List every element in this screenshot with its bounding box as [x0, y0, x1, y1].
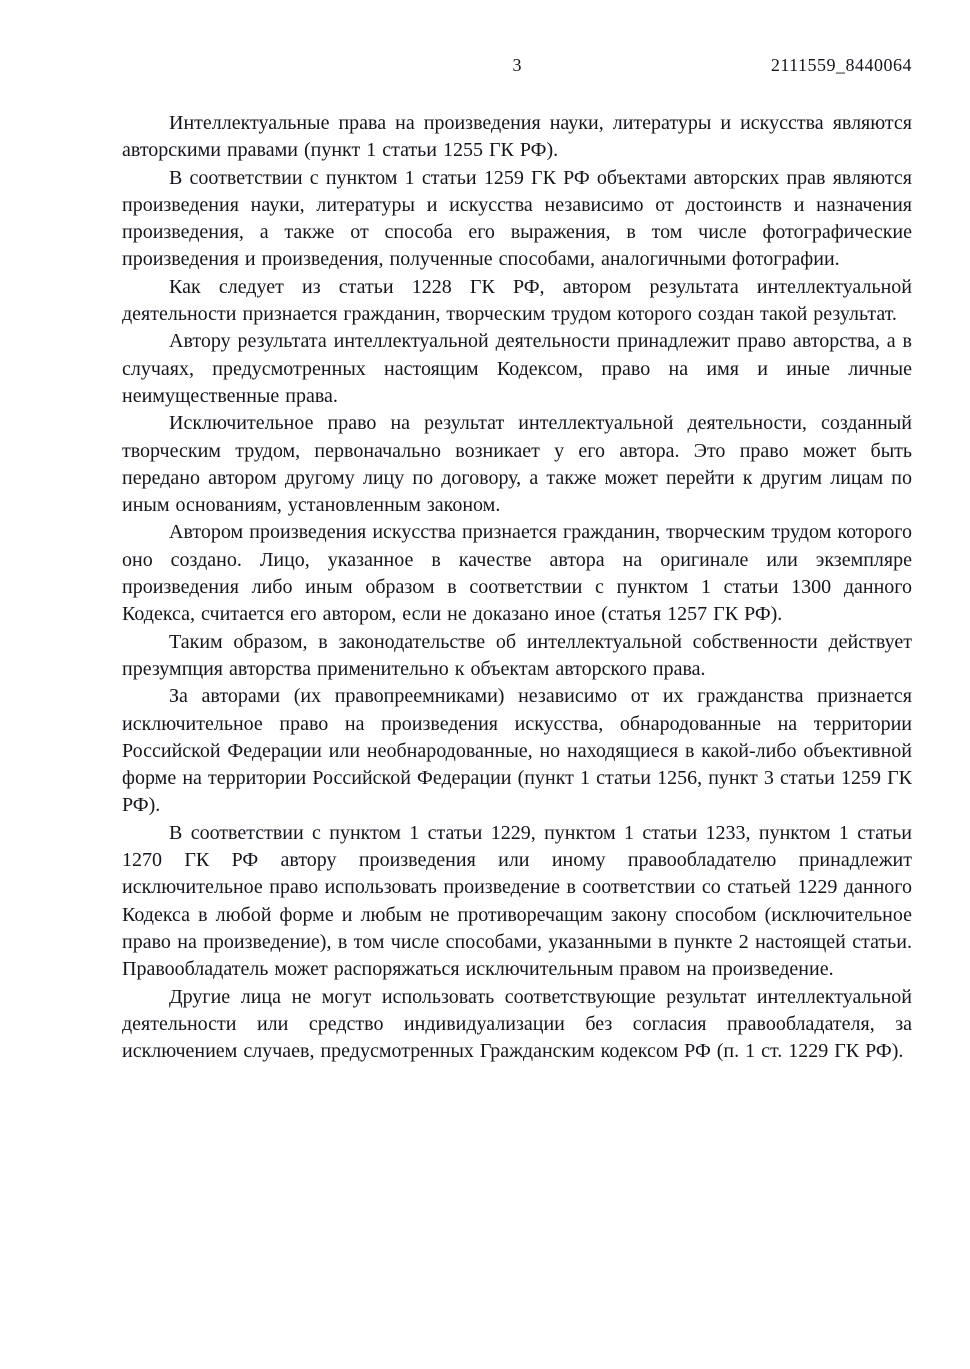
- paragraph: Как следует из статьи 1228 ГК РФ, автором результата интеллектуальной деятельности признается гражданин, творческим трудом которого создан такой результат.: [122, 275, 912, 326]
- document-header: [122, 52, 912, 78]
- paragraph: Исключительное право на результат интеллектуальной деятельности, созданный творческим трудом, первоначально возникает у его автора. Это право может быть передано автором другому лицу по договору, а также может перейти к другим лицам по иным основаниям, установленным законом.: [122, 412, 912, 517]
- paragraph: За авторами (их правопреемниками) независимо от их гражданства признается исключительное право на произведения искусства, обнародованные на территории Российской Федерации или необнародованные, но находящиеся в какой-либо объективной форме на территории Российской Федерации (пункт 1 статьи 1256, пункт 3 статьи 1259 ГК РФ).: [122, 685, 912, 817]
- paragraph: Таким образом, в законодательстве об интеллектуальной собственности действует презумпция авторства применительно к объектам авторского права.: [122, 630, 912, 680]
- paragraph: В соответствии с пунктом 1 статьи 1259 ГК РФ объектами авторских прав являются произведения науки, литературы и искусства независимо от достоинств и назначения произведения, а также от способа его выражения, в том числе фотографические произведения и произведения, полученные способами, аналогичными фотографии.: [122, 166, 912, 271]
- page-number: 3: [512, 55, 522, 75]
- paragraph: Интеллектуальные права на произведения науки, литературы и искусства являются авторскими правами (пункт 1 статьи 1255 ГК РФ).: [122, 112, 912, 162]
- document-body: [122, 110, 912, 1065]
- paragraph: Автору результата интеллектуальной деятельности принадлежит право авторства, а в случаях, предусмотренных настоящим Кодексом, право на имя и иные личные неимущественные права.: [122, 330, 912, 407]
- paragraph: Автором произведения искусства признается гражданин, творческим трудом которого оно создано. Лицо, указанное в качестве автора на оригинале или экземпляре произведения либо иным образом в соответствии с пунктом 1 статьи 1300 данного Кодекса, считается его автором, если не доказано иное (статья 1257 ГК РФ).: [122, 521, 912, 626]
- paragraph: В соответствии с пунктом 1 статьи 1229, пунктом 1 статьи 1233, пунктом 1 статьи 1270 ГК РФ автору произведения или иному правообладателю принадлежит исключительное право использовать произведение в соответствии со статьей 1229 данного Кодекса в любой форме и любым не противоречащим закону способом (исключительное право на произведение), в том числе способами, указанными в пункте 2 настоящей статьи. Правообладатель может распоряжаться исключительным правом на произведение.: [122, 821, 912, 981]
- document-id: 2111559_8440064: [770, 55, 912, 75]
- paragraph: Другие лица не могут использовать соответствующие результат интеллектуальной деятельности или средство индивидуализации без согласия правообладателя, за исключением случаев, предусмотренных Гражданским кодексом РФ (п. 1 ст. 1229 ГК РФ).: [122, 985, 912, 1063]
